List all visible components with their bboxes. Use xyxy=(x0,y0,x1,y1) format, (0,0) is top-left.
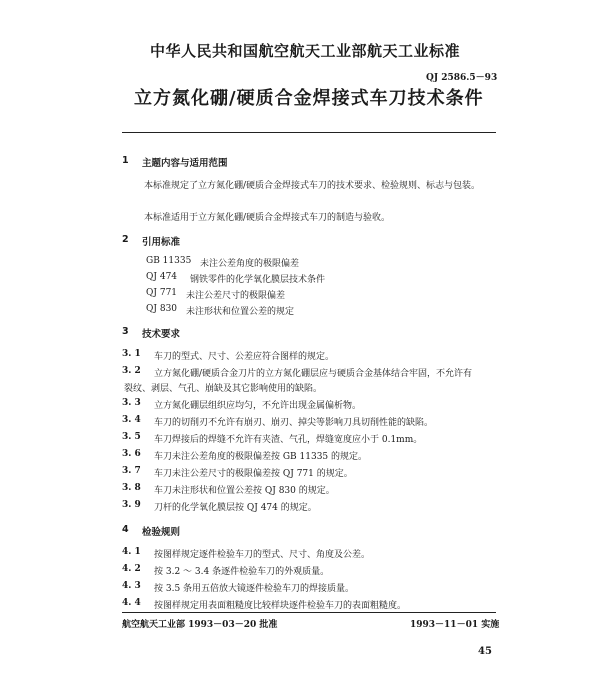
clause-text: 刀杆的化学氧化膜层按 QJ 474 的规定。 xyxy=(154,503,317,513)
approval-date: 航空航天工业部 1993－03－20 批准 xyxy=(122,620,278,630)
clause-text: 按图样规定用表面粗糙度比较样块逐件检验车刀的表面粗糙度。 xyxy=(154,601,407,611)
section-4-title: 检验规则 xyxy=(142,527,181,538)
reference-title: 未注公差尺寸的极限偏差 xyxy=(186,291,286,301)
clause-number: 3. 6 xyxy=(122,449,141,459)
clause-text: 按 3.2 ～ 3.4 条逐件检验车刀的外观质量。 xyxy=(154,567,330,577)
clause-text: 立方氮化硼层组织应均匀，不允许出现金属偏析物。 xyxy=(154,401,362,411)
implementation-date: 1993－11－01 实施 xyxy=(410,620,500,630)
footer-divider xyxy=(122,612,496,613)
clause-text: 车刀未注公差角度的极限偏差按 GB 11335 的规定。 xyxy=(154,452,368,462)
reference-code: QJ 474 xyxy=(146,272,178,282)
section-3-title: 技术要求 xyxy=(142,329,181,340)
standard-organization: 中华人民共和国航空航天工业部航天工业标准 xyxy=(150,42,461,60)
document-title: 立方氮化硼/硬质合金焊接式车刀技术条件 xyxy=(134,88,484,109)
section-4-number: 4 xyxy=(122,524,129,535)
clause-number: 4. 4 xyxy=(122,598,141,608)
reference-code: GB 11335 xyxy=(146,256,192,266)
clause-text: 车刀未注公差尺寸的极限偏差按 QJ 771 的规定。 xyxy=(154,469,353,479)
clause-text: 车刀焊接后的焊缝不允许有夹渣、气孔，焊缝宽度应小于 0.1mm。 xyxy=(154,435,423,445)
section-2-number: 2 xyxy=(122,234,129,245)
section-1-title: 主题内容与适用范围 xyxy=(142,158,228,169)
section-1-paragraph-2: 本标准适用于立方氮化硼/硬质合金焊接式车刀的制造与验收。 xyxy=(144,213,391,223)
reference-code: QJ 830 xyxy=(146,304,178,314)
clause-number: 4. 3 xyxy=(122,581,141,591)
clause-number: 3. 4 xyxy=(122,415,141,425)
reference-title: 未注公差角度的极限偏差 xyxy=(200,259,300,269)
reference-title: 未注形状和位置公差的规定 xyxy=(186,307,295,317)
section-2-title: 引用标准 xyxy=(142,237,181,248)
clause-text-continued: 裂纹、剥层、气孔、崩缺及其它影响使用的缺陷。 xyxy=(124,384,323,394)
clause-number: 3. 9 xyxy=(122,500,141,510)
clause-text: 车刀未注形状和位置公差按 QJ 830 的规定。 xyxy=(154,486,335,496)
title-divider xyxy=(122,132,496,133)
clause-number: 3. 7 xyxy=(122,466,141,476)
clause-number: 3. 8 xyxy=(122,483,141,493)
reference-code: QJ 771 xyxy=(146,288,178,298)
reference-title: 钢铁零件的化学氧化膜层技术条件 xyxy=(190,275,326,285)
clause-number: 4. 1 xyxy=(122,547,141,557)
page-number: 45 xyxy=(478,646,492,657)
section-3-number: 3 xyxy=(122,326,129,337)
clause-text: 按图样规定逐件检验车刀的型式、尺寸、角度及公差。 xyxy=(154,550,371,560)
clause-number: 3. 3 xyxy=(122,398,141,408)
clause-text: 车刀的切削刃不允许有崩刃、崩刃、掉尖等影响刀具切削性能的缺陷。 xyxy=(154,418,434,428)
section-1-paragraph-1: 本标准规定了立方氮化硼/硬质合金焊接式车刀的技术要求、检验规则、标志与包装。 xyxy=(144,181,481,191)
clause-number: 4. 2 xyxy=(122,564,141,574)
clause-text: 车刀的型式、尺寸、公差应符合图样的规定。 xyxy=(154,352,335,362)
clause-number: 3. 5 xyxy=(122,432,141,442)
section-1-number: 1 xyxy=(122,155,129,166)
clause-text: 按 3.5 条用五倍放大镜逐件检验车刀的焊接质量。 xyxy=(154,584,355,594)
clause-number: 3. 1 xyxy=(122,349,141,359)
clause-number: 3. 2 xyxy=(122,366,141,376)
clause-text: 立方氮化硼/硬质合金刀片的立方氮化硼层应与硬质合金基体结合牢固，不允许有 xyxy=(154,369,473,379)
standard-code: QJ 2586.5－93 xyxy=(426,73,498,83)
